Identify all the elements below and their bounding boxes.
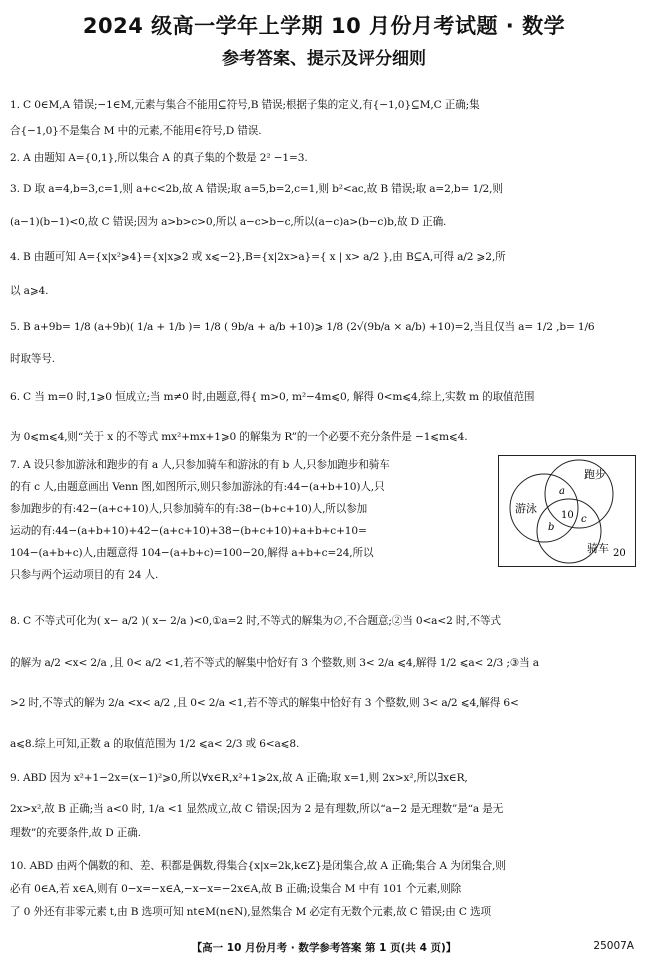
answer-5-line-1: 5. B a+9b= 1/8 (a+9b)( 1/a + 1/b )= 1/8 ( 9b/a + a/b +10)⩾ 1/8 (2√(9b/a × a/b) +10)=2,当且仅当 a= 1/2 ,b= 1/6 xyxy=(10,321,595,333)
page-subtitle: 参考答案、提示及评分细则 xyxy=(222,49,426,69)
page-footer: 【高一 10 月份月考 · 数学参考答案 第 1 页(共 4 页)】 xyxy=(191,942,457,954)
page-title: 2024 级高一学年上学期 10 月份月考试题 · 数学 xyxy=(82,14,566,38)
answer-3-line-2: (a−1)(b−1)<0,故 C 错误;因为 a>b>c>0,所以 a−c>b−c,所以(a−c)a>(b−c)b,故 D 正确. xyxy=(10,216,447,228)
venn-region-outside: 20 xyxy=(613,548,626,559)
answer-10-line-1: 10. ABD 由两个偶数的和、差、积都是偶数,得集合{x|x=2k,k∈Z}是闭集合,故 A 正确;集合 A 为闭集合,则 xyxy=(10,860,506,872)
answer-8-line-2: 的解为 a/2 <x< 2/a ,且 0< a/2 <1,若不等式的解集中恰好有 3 个整数,则 3< 2/a ⩽4,解得 1/2 ⩽a< 2/3 ;③当 a xyxy=(10,657,539,669)
answer-8-line-4: a⩽8.综上可知,正数 a 的取值范围为 1/2 ⩽a< 2/3 或 6<a⩽8. xyxy=(10,738,300,750)
answer-10-line-2: 必有 0∈A,若 x∈A,则有 0−x=−x∈A,−x−x=−2x∈A,故 B 正确;设集合 M 中有 101 个元素,则除 xyxy=(10,883,462,895)
answer-4-line-1: 4. B 由题可知 A={x|x²⩾4}={x|x⩾2 或 x⩽−2},B={x|2x>a}={ x | x> a/2 },由 B⊆A,可得 a/2 ⩾2,所 xyxy=(10,251,506,263)
venn-region-center: 10 xyxy=(561,510,574,521)
venn-diagram xyxy=(498,455,636,567)
answer-10-line-3: 了 0 外还有非零元素 t,由 B 选项可知 nt∈M(n∈N),显然集合 M 必定有无数个元素,故 C 错误;由 C 选项 xyxy=(10,906,491,918)
answer-7-line-3: 参加跑步的有:42−(a+c+10)人,只参加骑车的有:38−(b+c+10)人,所以参加 xyxy=(10,503,368,515)
venn-label-bike: 骑车 xyxy=(587,542,609,555)
answer-2-line-1: 2. A 由题知 A={0,1},所以集合 A 的真子集的个数是 2² −1=3. xyxy=(10,152,308,164)
answer-9-line-2: 2x>x²,故 B 正确;当 a<0 时, 1/a <1 显然成立,故 C 错误;因为 2 是有理数,所以“a−2 是无理数”是“a 是无 xyxy=(10,803,504,815)
answer-5-line-2: 时取等号. xyxy=(10,353,55,365)
answer-8-line-1: 8. C 不等式可化为( x− a/2 )( x− 2/a )<0,①a=2 时,不等式的解集为∅,不合题意;②当 0<a<2 时,不等式 xyxy=(10,615,501,627)
venn-region-a: a xyxy=(559,486,565,497)
document-code: 25007A xyxy=(593,940,634,952)
answer-9-line-1: 9. ABD 因为 x²+1−2x=(x−1)²⩾0,所以∀x∈R,x²+1⩾2x,故 A 正确;取 x=1,则 2x>x²,所以∃x∈R, xyxy=(10,772,468,784)
answer-1-line-2: 合{−1,0}不是集合 M 中的元素,不能用∈符号,D 错误. xyxy=(10,125,262,137)
answer-6-line-2: 为 0⩽m⩽4,则“关于 x 的不等式 mx²+mx+1⩾0 的解集为 R”的一个必要不充分条件是 −1⩽m⩽4. xyxy=(10,431,468,443)
answer-1-line-1: 1. C 0∈M,A 错误;−1∈M,元素与集合不能用⊆符号,B 错误;根据子集的定义,有{−1,0}⊆M,C 正确;集 xyxy=(10,99,480,111)
answer-6-line-1: 6. C 当 m=0 时,1⩾0 恒成立;当 m≠0 时,由题意,得{ m>0, m²−4m⩽0, 解得 0<m⩽4,综上,实数 m 的取值范围 xyxy=(10,391,535,403)
venn-label-run: 跑步 xyxy=(584,468,606,481)
answer-7-line-2: 的有 c 人,由题意画出 Venn 图,如图所示,则只参加游泳的有:44−(a+b+10)人,只 xyxy=(10,481,385,493)
answer-7-line-6: 只参与两个运动项目的有 24 人. xyxy=(10,569,159,581)
venn-region-b: b xyxy=(548,522,555,533)
answer-3-line-1: 3. D 取 a=4,b=3,c=1,则 a+c<2b,故 A 错误;取 a=5,b=2,c=1,则 b²<ac,故 B 错误;取 a=2,b= 1/2,则 xyxy=(10,183,503,195)
answer-7-line-4: 运动的有:44−(a+b+10)+42−(a+c+10)+38−(b+c+10)+a+b+c+10= xyxy=(10,525,367,537)
venn-svg xyxy=(499,456,635,566)
venn-region-c: c xyxy=(581,514,587,525)
answer-7-line-5: 104−(a+b+c)人,由题意得 104−(a+b+c)=100−20,解得 a+b+c=24,所以 xyxy=(10,547,374,559)
venn-label-swim: 游泳 xyxy=(515,502,537,515)
answer-7-line-1: 7. A 设只参加游泳和跑步的有 a 人,只参加骑车和游泳的有 b 人,只参加跑步和骑车 xyxy=(10,459,390,471)
answer-9-line-3: 理数”的充要条件,故 D 正确. xyxy=(10,827,141,839)
answer-8-line-3: >2 时,不等式的解为 2/a <x< a/2 ,且 0< 2/a <1,若不等式的解集中恰好有 3 个整数,则 3< a/2 ⩽4,解得 6< xyxy=(10,697,519,709)
answer-4-line-2: 以 a⩾4. xyxy=(10,285,49,297)
